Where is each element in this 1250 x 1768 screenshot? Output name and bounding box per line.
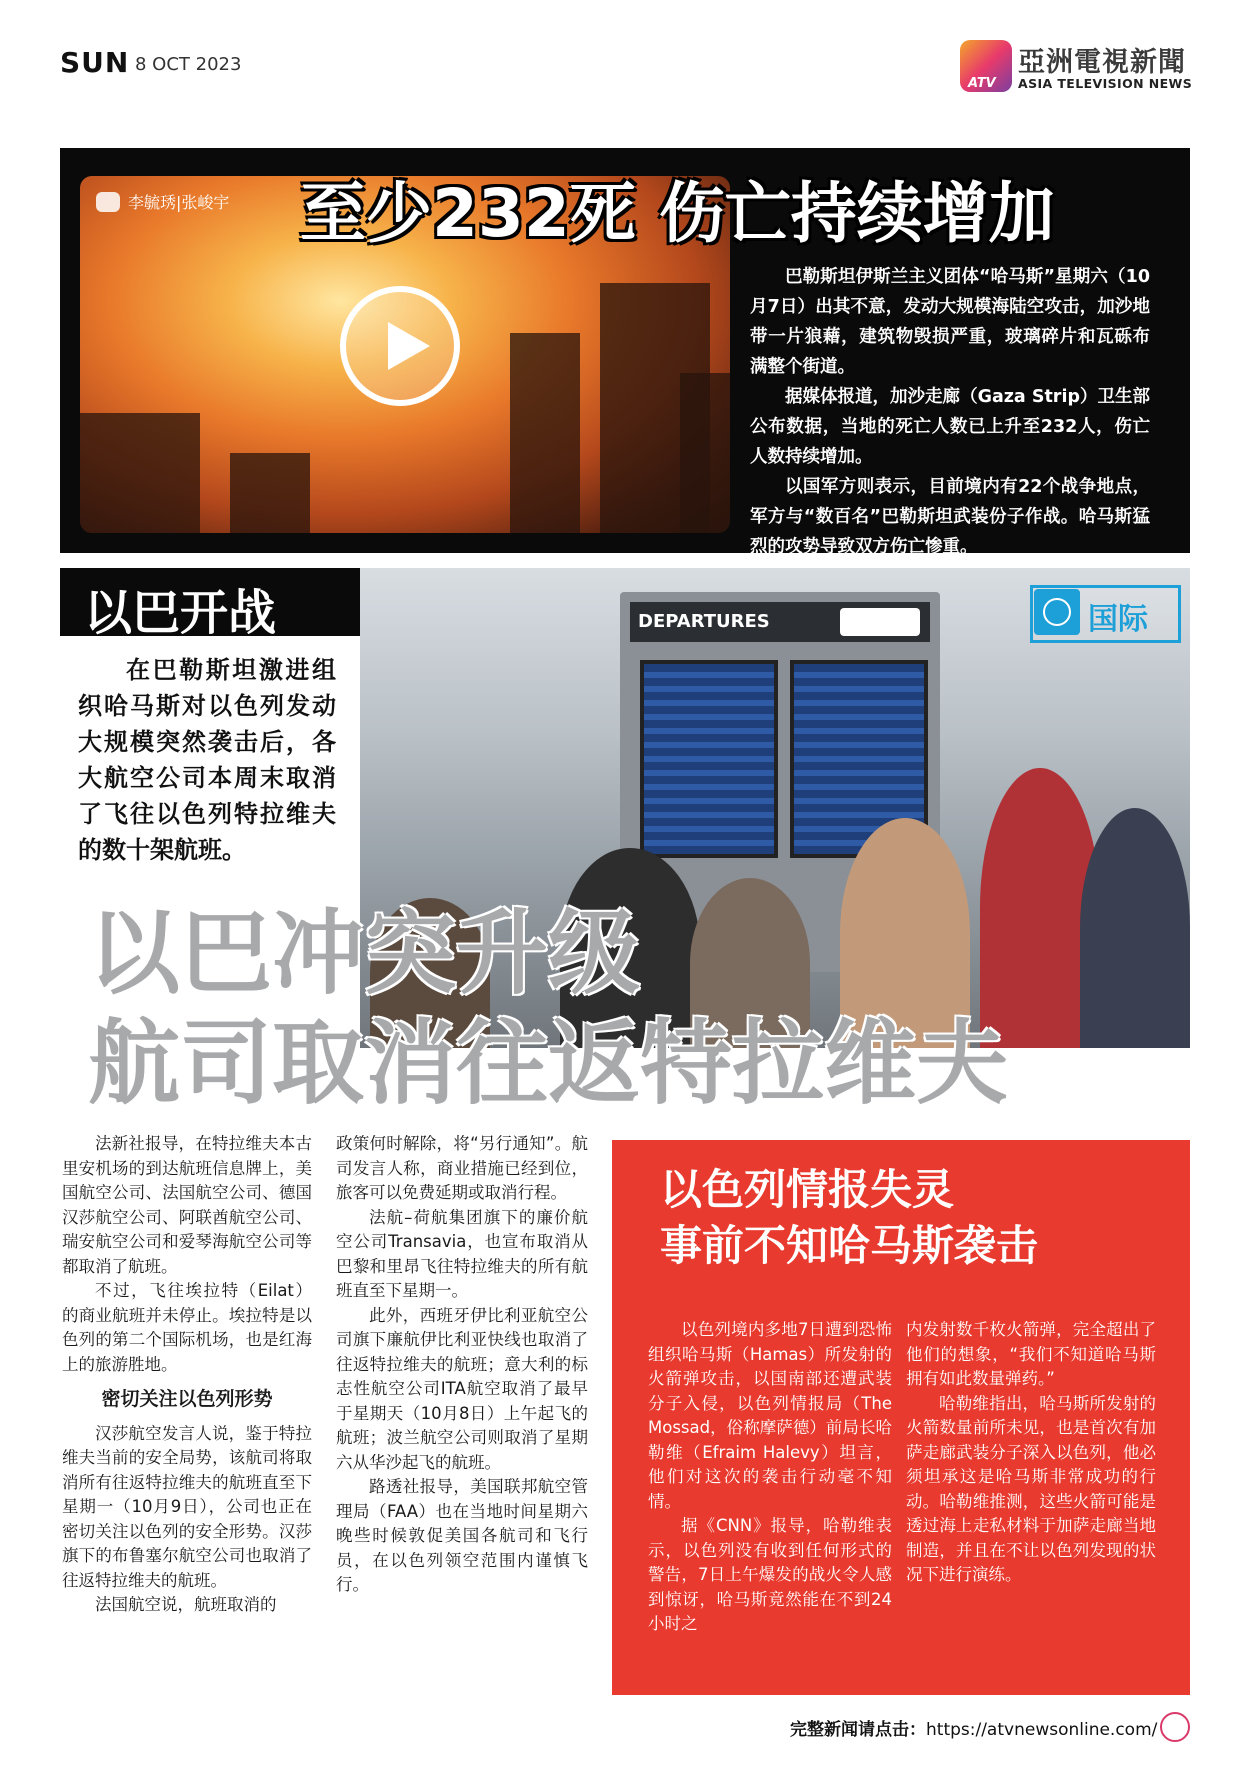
article-paragraph: 路透社报导，美国联邦航空管理局（FAA）也在当地时间星期六晚些时候敦促美国各航司和飞行员，在以色列领空范围内谨慎飞行。	[336, 1477, 588, 1594]
footer-url[interactable]: https://atvnewsonline.com/	[926, 1720, 1158, 1740]
footer-label: 完整新闻请点击：	[790, 1720, 926, 1740]
feature-lead	[78, 652, 336, 868]
sidebar-headline-line1: 以色列情报失灵	[660, 1165, 955, 1214]
sidebar-story-headline	[660, 1162, 1160, 1274]
play-button-icon[interactable]	[340, 286, 460, 406]
brand-name-cn: 亞洲電視新聞	[1018, 47, 1186, 78]
sidebar-paragraph: 以色列境内多地7日遭到恐怖组织哈马斯（Hamas）所发射的火箭弹攻击，以国南部还遭武装分子入侵，以色列情报局（The Mossad，俗称摩萨德）前局长哈勒维（Efraim Halevy）坦言，他们对这次的袭击行动毫不知情。	[648, 1320, 892, 1511]
brand-name-en: ASIA TELEVISION NEWS	[1018, 76, 1193, 91]
departures-board-label: DEPARTURES	[630, 602, 930, 642]
board-hebrew-sign	[840, 608, 920, 636]
feature-headline-line1: 以巴冲突升级	[88, 900, 641, 1007]
sidebar-column-1	[648, 1318, 892, 1637]
top-story-headline: 至少232死 伤亡持续增加	[300, 175, 1055, 252]
article-paragraph: 此外，西班牙伊比利亚航空公司旗下廉航伊比利亚快线也取消了往返特拉维夫的航班；意大利的标志性航空公司ITA航空取消了最早于星期天（10月8日）上午起飞的航班；波兰航空公司则取消了星期六从华沙起飞的航班。	[336, 1305, 588, 1472]
video-camera-icon	[96, 192, 120, 212]
video-credit	[96, 190, 229, 213]
top-story-paragraph: 巴勒斯坦伊斯兰主义团体“哈马斯”星期六（10月7日）出其不意，发动大规模海陆空攻击，加沙地带一片狼藉，建筑物毁损严重，玻璃碎片和瓦砾布满整个街道。	[750, 267, 1150, 377]
article-column-1	[62, 1132, 312, 1618]
sidebar-paragraph: 哈勒维指出，哈马斯所发射的火箭数量前所未见，也是首次有加萨走廊武装分子深入以色列，他必须坦承这是哈马斯非常成功的行动。哈勒维推测，这些火箭可能是透过海上走私材料于加萨走廊当地制造，并且在不让以色列发现的状况下进行演练。	[906, 1393, 1156, 1584]
article-paragraph: 法航–荷航集团旗下的廉价航空公司Transavia，也宣布取消从巴黎和里昂飞往特拉维夫的所有航班直至下星期一。	[336, 1207, 588, 1300]
flight-screen	[640, 660, 778, 858]
sidebar-headline-line2: 事前不知哈马斯袭击	[660, 1221, 1039, 1270]
sidebar-paragraph: 内发射数千枚火箭弹，完全超出了他们的想象，“我们不知道哈马斯拥有如此数量弹药。”	[906, 1320, 1156, 1388]
article-column-2	[336, 1132, 588, 1598]
top-story-paragraph: 据媒体报道，加沙走廊（Gaza Strip）卫生部公布数据，当地的死亡人数已上升至232人，伤亡人数持续增加。	[750, 387, 1150, 467]
article-paragraph: 法国航空说，航班取消的	[95, 1595, 277, 1614]
article-paragraph: 法新社报导，在特拉维夫本古里安机场的到达航班信息牌上，美国航空公司、法国航空公司、德国汉莎航空公司、阿联酋航空公司、瑞安航空公司和爱琴海航空公司等都取消了航班。	[62, 1134, 312, 1276]
feature-lead-text: 在巴勒斯坦激进组织哈马斯对以色列发动大规模突然袭击后，各大航空公司本周末取消了飞往以色列特拉维夫的数十架航班。	[78, 656, 336, 864]
logo-badge: ATV	[968, 76, 996, 91]
article-subheading: 密切关注以色列形势	[101, 1388, 273, 1410]
globe-icon	[1034, 589, 1080, 635]
article-paragraph: 汉莎航空发言人说，鉴于特拉维夫当前的安全局势，该航司将取消所有往返特拉维夫的航班直至下星期一（10月9日），公司也正在密切关注以色列的安全形势。汉莎旗下的布鲁塞尔航空公司也取消了往返特拉维夫的航班。	[62, 1423, 312, 1590]
feature-tag-label: 以巴开战	[84, 585, 277, 641]
top-story-paragraph: 以国军方则表示，目前境内有22个战争地点，军方与“数百名”巴勒斯坦武装份子作战。哈马斯猛烈的攻势导致双方伤亡惨重。	[750, 477, 1150, 557]
article-paragraph: 政策何时解除，将“另行通知”。航司发言人称，商业措施已经到位，旅客可以免费延期或取消行程。	[336, 1134, 588, 1202]
footer-link[interactable]	[790, 1715, 1157, 1740]
web-globe-icon[interactable]	[1160, 1712, 1190, 1742]
article-paragraph: 不过，飞往埃拉特（Eilat）的商业航班并未停止。埃拉特是以色列的第二个国际机场，也是红海上的旅游胜地。	[62, 1281, 312, 1374]
feature-headline-line2: 航司取消往返特拉维夫	[88, 1010, 1009, 1117]
video-credit-text: 李毓琇|张峻宇	[128, 193, 230, 212]
section-badge-label: 国际	[1088, 602, 1148, 637]
top-story-body	[750, 262, 1150, 562]
date-label: 8 OCT 2023	[135, 54, 242, 75]
sidebar-paragraph: 据《CNN》报导，哈勒维表示，以色列没有收到任何形式的警告，7日上午爆发的战火令人感到惊讶，哈马斯竟然能在不到24小时之	[648, 1516, 892, 1633]
day-label: SUN	[60, 46, 130, 79]
sidebar-column-2	[906, 1318, 1156, 1588]
